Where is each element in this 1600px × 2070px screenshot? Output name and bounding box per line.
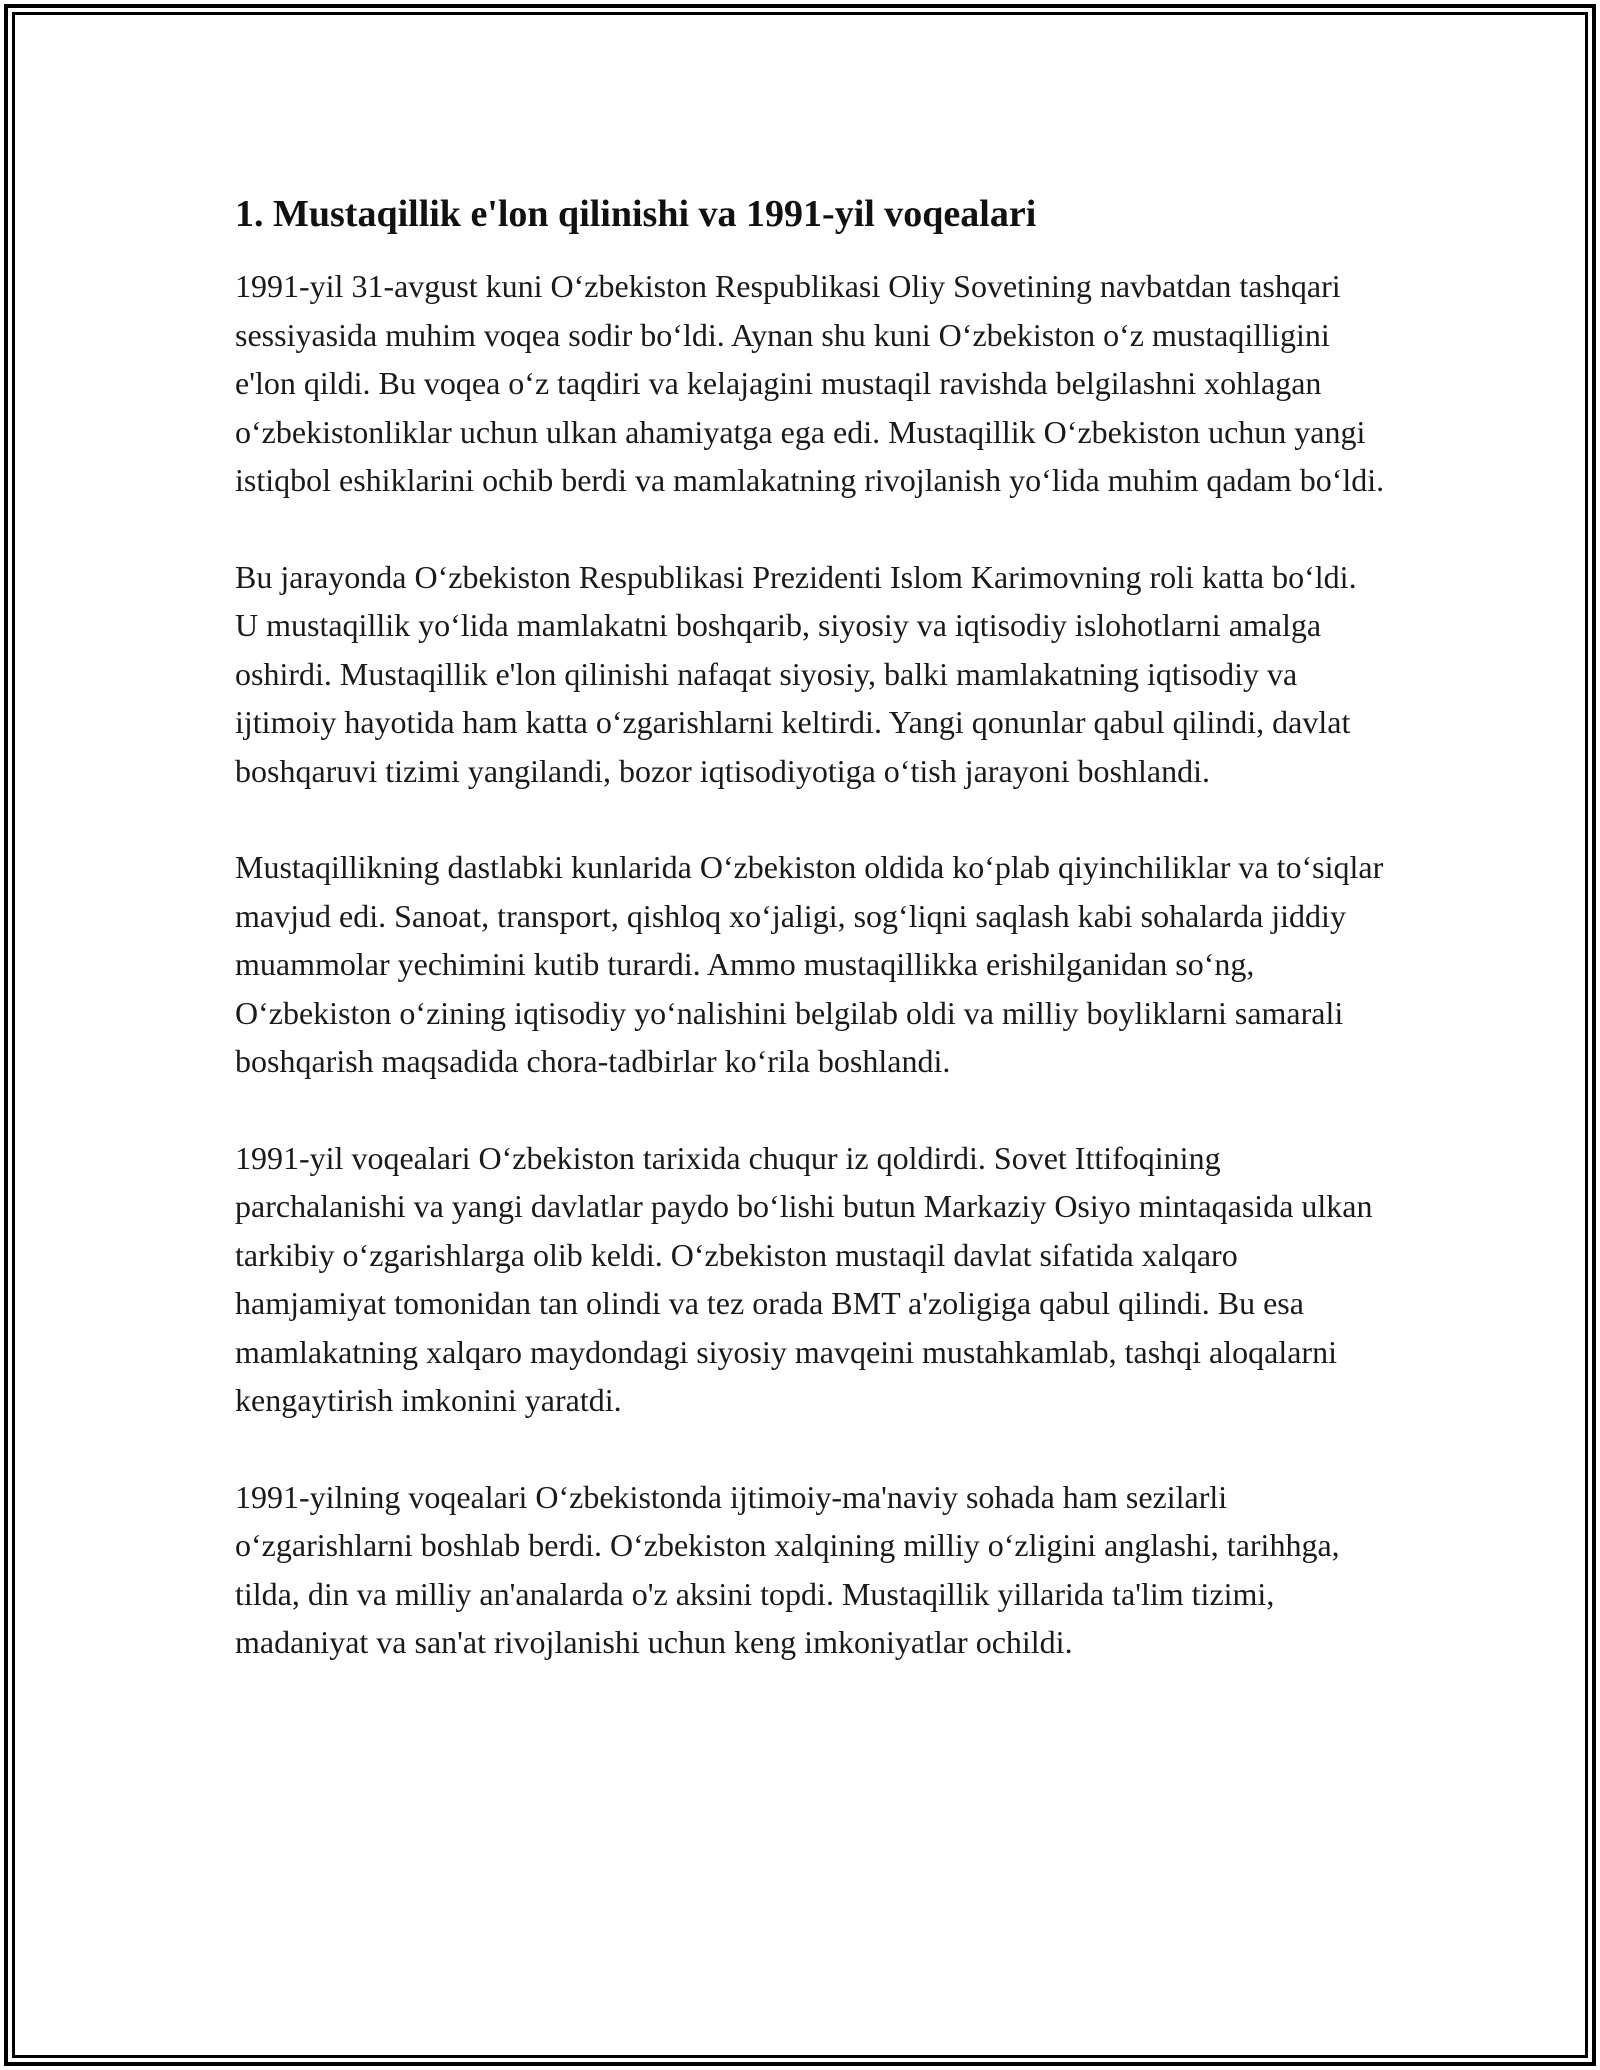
section-heading: 1. Mustaqillik e'lon qilinishi va 1991-yil voqealari: [235, 193, 1037, 235]
paragraph-4: 1991-yil voqealari O‘zbekiston tarixida chuqur iz qoldirdi. Sovet Ittifoqining parchalanishi va yangi davlatlar paydo bo‘lishi butun Markaziy Osiyo mintaqasida ulkan tarkibiy o‘zgarishlarga olib keldi. O‘zbekiston mustaqil davlat sifatida xalqaro hamjamiyat tomonidan tan olindi va tez orada BMT a'zoligiga qabul qilindi. Bu esa mamlakatning xalqaro maydondagi siyosiy mavqeini mustahkamlab, tashqi aloqalarni kengaytirish imkonini yaratdi.: [235, 1139, 1373, 1418]
paragraph-1: 1991-yil 31-avgust kuni O‘zbekiston Respublikasi Oliy Sovetining navbatdan tashqari sessiyasida muhim voqea sodir bo‘ldi. Aynan shu kuni O‘zbekiston o‘z mustaqilligini e'lon qildi. Bu voqea o‘z taqdiri va kelajagini mustaqil ravishda belgilashni xohlagan o‘zbekistonliklar uchun ulkan ahamiyatga ega edi. Mustaqillik O‘zbekiston uchun yangi istiqbol eshiklarini ochib berdi va mamlakatning rivojlanish yo‘lida muhim qadam bo‘ldi.: [235, 268, 1385, 498]
paragraph-5: 1991-yilning voqealari O‘zbekistonda ijtimoiy-ma'naviy sohada ham sezilarli o‘zgarishlarni boshlab berdi. O‘zbekiston xalqining milliy o‘zligini anglashi, tarihhga, tilda, din va milliy an'analarda o'z aksini topdi. Mustaqillik yillarida ta'lim tizimi, madaniyat va san'at rivojlanishi uchun keng imkoniyatlar ochildi.: [235, 1478, 1340, 1660]
paragraph-3: Mustaqillikning dastlabki kunlarida O‘zbekiston oldida ko‘plab qiyinchiliklar va to‘siqlar mavjud edi. Sanoat, transport, qishloq xo‘jaligi, sog‘liqni saqlash kabi sohalarda jiddiy muammolar yechimini kutib turardi. Ammo mustaqillikka erishilganidan so‘ng, O‘zbekiston o‘zining iqtisodiy yo‘nalishini belgilab oldi va milliy boyliklarni samarali boshqarish maqsadida chora-tadbirlar ko‘rila boshlandi.: [235, 849, 1384, 1079]
paragraph-2: Bu jarayonda O‘zbekiston Respublikasi Prezidenti Islom Karimovning roli katta bo‘ldi. U mustaqillik yo‘lida mamlakatni boshqarib, siyosiy va iqtisodiy islohotlarni amalga oshirdi. Mustaqillik e'lon qilinishi nafaqat siyosiy, balki mamlakatning iqtisodiy va ijtimoiy hayotida ham katta o‘zgarishlarni keltirdi. Yangi qonunlar qabul qilindi, davlat boshqaruvi tizimi yangilandi, bozor iqtisodiyotiga o‘tish jarayoni boshlandi.: [235, 558, 1357, 789]
document-body: [235, 186, 1385, 1715]
